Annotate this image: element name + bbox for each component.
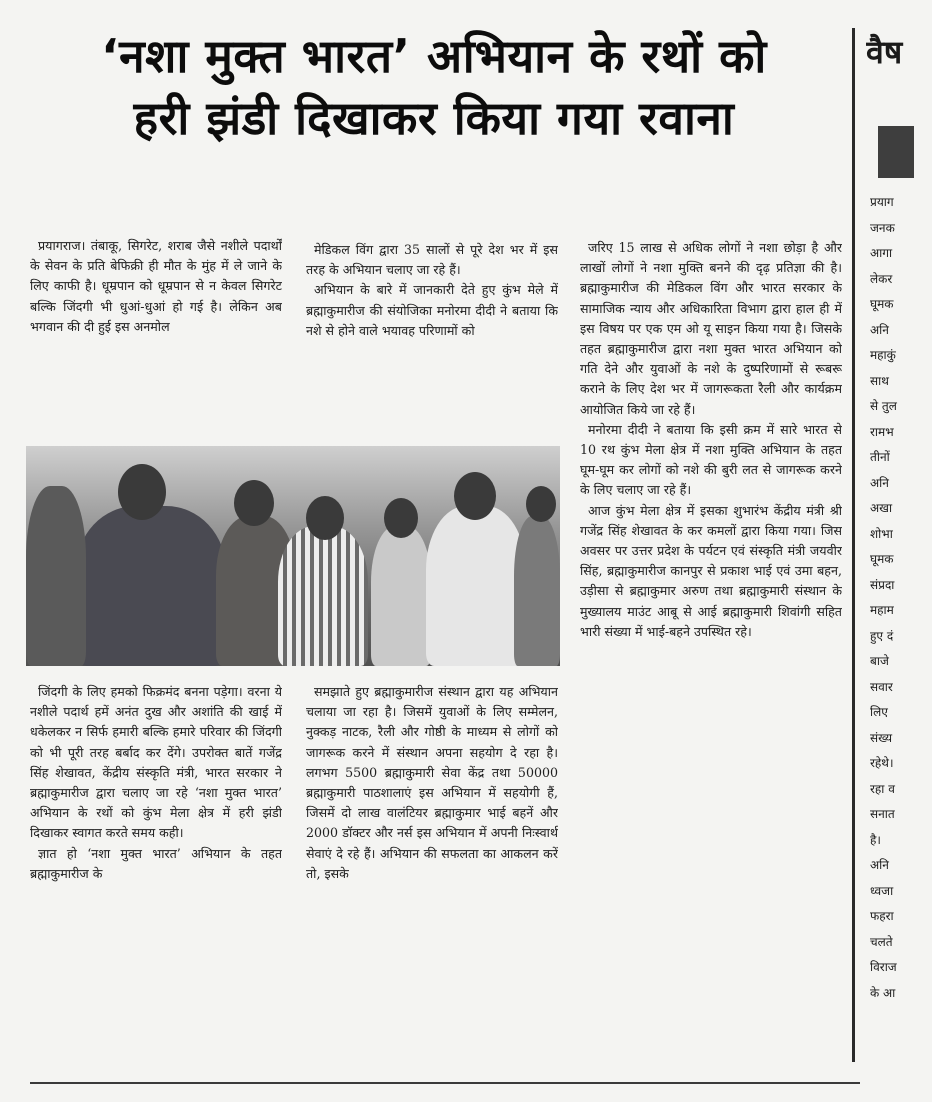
paragraph: अभियान के बारे में जानकारी देते हुए कुंभ मेले में ब्रह्माकुमारीज की संयोजिका मनोरमा दीदी ने बताया कि नशे से होने वाले भयावह परिणामों को — [306, 282, 558, 338]
adjacent-article-line: अनि — [870, 322, 889, 337]
adjacent-article-line: अनि — [870, 475, 889, 490]
adjacent-article-heading: वैष — [866, 33, 903, 71]
headline-line-1: ‘नशा मुक्त भारत’ अभियान के रथों को — [101, 29, 767, 83]
headline-line-2: हरी झंडी दिखाकर किया गया रवाना — [133, 91, 735, 145]
paragraph: ज्ञात हो ‘नशा मुक्त भारत’ अभियान के तहत ब्रह्माकुमारीज के — [30, 845, 282, 881]
adjacent-article-line: बाजे — [870, 654, 889, 668]
paragraph: जरिए 15 लाख से अधिक लोगों ने नशा छोड़ा है और लाखों लोगों ने नशा मुक्ति बनने की दृढ़ प्रतिज्ञा की है। ब्रह्माकुमारीज की मेडिकल विंग और भारत सरकार के सामाजिक न्याय और अधिकारिता विभाग द्वारा हाल ही में इस विषय पर एक एम ओ यू साइन किया गया है। जिसके तहत ब्रह्माकुमारीज द्वारा नशा मुक्त भारत अभियान को गति देने और युवाओं के नशे के दुष्परिणामों से रूबरू कराने के लिए देश भर में जागरूकता रैली और कार्यक्रम आयोजित किये जा रहे हैं। — [580, 240, 842, 417]
adjacent-article-line: सनात — [870, 807, 895, 821]
adjacent-article-line: अनि — [870, 858, 889, 872]
adjacent-article — [866, 30, 932, 1070]
adjacent-article-line: हुए दं — [870, 628, 894, 643]
adjacent-article-line: चलते — [870, 934, 893, 949]
adjacent-article-line: जनक — [870, 220, 895, 235]
headline — [28, 25, 840, 149]
photo-head — [454, 472, 496, 520]
adjacent-article-line: संप्रदा — [870, 577, 895, 592]
photo-figure — [514, 516, 560, 666]
adjacent-article-line: रहेथे। — [870, 756, 894, 770]
photo-figure — [76, 506, 226, 666]
adjacent-article-line: रामभ — [870, 424, 894, 439]
adjacent-article-line: घूमक — [870, 297, 894, 311]
photo-figure — [278, 526, 368, 666]
paragraph: प्रयागराज। तंबाकू, सिगरेट, शराब जैसे नशीले पदार्थों के सेवन के प्रति बेफिक्री ही मौत के मुंह में ले जाने के लिए काफी है। धूम्रपान को धूम्रपान से न केवल सिगरेट बल्कि जिंदगी भी धुआं-धुआं हो गई है। लेकिन अब भगवान की दी हुई इस अनमोल — [30, 238, 282, 334]
photo-figure — [26, 486, 86, 666]
paragraph: मेडिकल विंग द्वारा 35 सालों से पूरे देश भर में इस तरह के अभियान चलाए जा रहे हैं। — [306, 242, 558, 278]
photo-head — [118, 464, 166, 520]
photo-figure — [371, 526, 431, 666]
adjacent-article-line: के आ — [870, 985, 896, 1000]
paragraph: आज कुंभ मेला क्षेत्र में इसका शुभारंभ केंद्रीय मंत्री श्री गजेंद्र सिंह शेखावत के कर कमलों द्वारा किया गया। जिस अवसर पर उत्तर प्रदेश के पर्यटन एवं संस्कृति मंत्री जयवीर सिंह, ब्रह्माकुमारीज कानपुर से प्रकाश भाई एवं उमा बहन, उड़ीसा से ब्रह्माकुमार अरुण तथा ब्रह्माकुमारी संस्थान के मुख्यालय माउंट आबू से आई ब्रह्माकुमारी शिवांगी सहित भारी संख्या में भाई-बहने उपस्थित रहे। — [580, 502, 842, 639]
adjacent-article-line: सवार — [870, 679, 893, 694]
article-column-2 — [306, 240, 558, 436]
adjacent-article-line: प्रयाग — [870, 195, 894, 209]
adjacent-article-line: घूमक — [870, 552, 894, 566]
adjacent-article-line: रहा व — [870, 781, 895, 796]
adjacent-article-line: संख्य — [870, 730, 893, 745]
adjacent-article-line: महाकुं — [870, 348, 896, 362]
photo-head — [234, 480, 274, 526]
photo-figure — [426, 506, 526, 666]
adjacent-article-line: साथ — [870, 373, 889, 388]
adjacent-article-line: तीनों — [870, 450, 890, 464]
article-column-3 — [580, 238, 842, 1060]
adjacent-article-line: है। — [870, 832, 881, 847]
adjacent-article-line: शोभा — [870, 526, 893, 541]
adjacent-article-line: लेकर — [870, 271, 893, 286]
column-divider — [852, 28, 855, 1062]
adjacent-article-text — [870, 190, 932, 1006]
page-divider — [30, 1082, 860, 1084]
photo-head — [526, 486, 556, 522]
article-column-1 — [30, 236, 282, 432]
photo-head — [384, 498, 418, 538]
adjacent-article-line: आगा — [870, 246, 893, 260]
adjacent-article-line: महाम — [870, 603, 894, 617]
adjacent-article-image — [878, 126, 914, 178]
adjacent-article-line: से तुल — [870, 399, 897, 413]
article-column-5 — [306, 682, 558, 1062]
adjacent-article-line: ध्वजा — [870, 883, 894, 898]
paragraph: समझाते हुए ब्रह्माकुमारीज संस्थान द्वारा यह अभियान चलाया जा रहा है। जिसमें युवाओं के लिए सम्मेलन, नुक्कड़ नाटक, रैली और गोष्ठी के माध्यम से लोगों को जागरूक करने में संस्थान अपना सहयोग दे रहा है। लगभग 5500 ब्रह्माकुमारी सेवा केंद्र तथा 50000 ब्रह्माकुमारी पाठशालाएं इस अभियान में सहयोगी हैं, जिसमें दो लाख वालंटियर ब्रह्माकुमार भाई बहनें और 2000 डॉक्टर और नर्स इस अभियान में अपनी निःस्वार्थ सेवाएं दे रहे हैं। अभियान की सफलता का आकलन करें तो, इसके — [306, 684, 558, 881]
adjacent-article-line: फहरा — [870, 909, 894, 923]
paragraph: मनोरमा दीदी ने बताया कि इसी क्रम में सारे भारत से 10 रथ कुंभ मेला क्षेत्र में नशा मुक्ति अभियान के तहत घूम-घूम कर लोगों को नशे की बुरी लत से जागरूक करने के लिए चलाए जा रहे हैं। — [580, 421, 842, 498]
article-column-4 — [30, 682, 282, 1062]
news-photo — [26, 446, 560, 666]
photo-head — [306, 496, 344, 540]
adjacent-article-line: विराज — [870, 960, 897, 974]
paragraph: जिंदगी के लिए हमको फिक्रमंद बनना पड़ेगा। वरना ये नशीले पदार्थ हमें अनंत दुख और अशांति की खाई में धकेलकर न सिर्फ हमारी बल्कि हमारे परिवार की जिंदगी को भी पूरी तरह बर्बाद कर देंगे। उपरोक्त बातें गजेंद्र सिंह शेखावत, केंद्रीय संस्कृति मंत्री, भारत सरकार ने ब्रह्माकुमारीज द्वारा चलाए जा रहे ‘नशा मुक्त भारत’ अभियान के रथों को कुंभ मेला क्षेत्र में हरी झंडी दिखाकर स्वागत करते समय कही। — [30, 684, 282, 841]
adjacent-article-line: लिए — [870, 705, 888, 719]
adjacent-article-line: अखा — [870, 501, 893, 515]
